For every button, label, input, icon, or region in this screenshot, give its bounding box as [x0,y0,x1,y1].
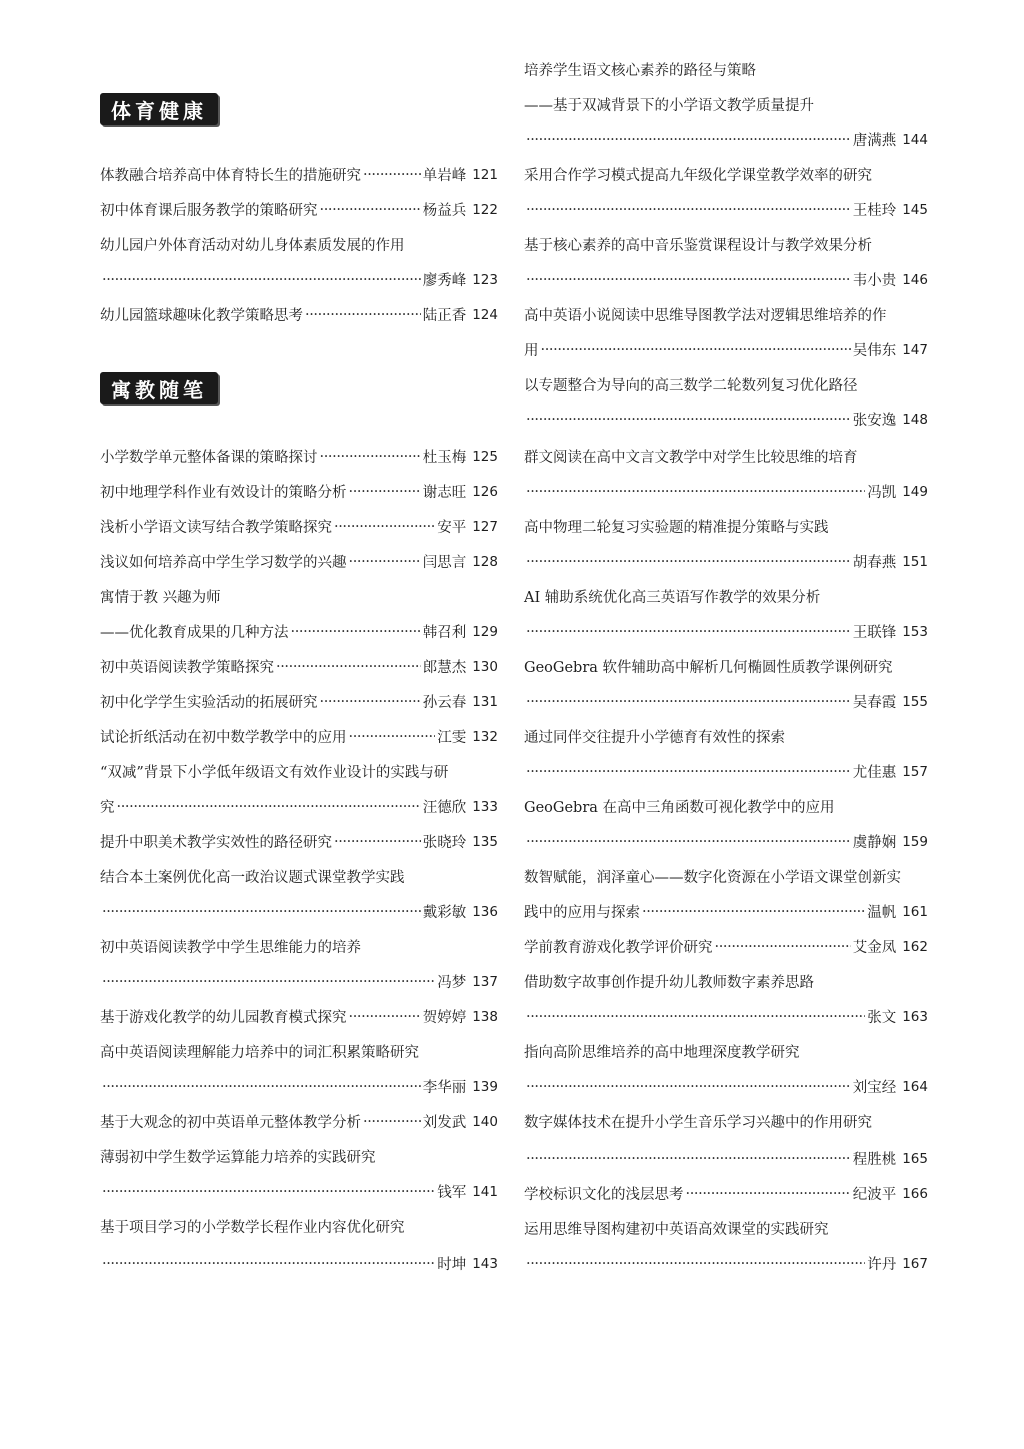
entry-author: 郎慧杰 [422,660,467,676]
entry-page: 161 [902,903,928,920]
toc-entry[interactable] [524,1141,928,1176]
entry-page: 131 [472,693,498,710]
entry-title: 采用合作学习模式提高九年级化学课堂教学效率的研究 [524,168,872,184]
entry-title: 提升中职美术教学实效性的路径研究 [100,835,332,851]
entry-author: 许丹 [867,1257,897,1273]
toc-entry[interactable] [524,614,928,649]
entry-title: 幼儿园篮球趣味化教学策略思考 [100,308,303,324]
entry-author: 冯梦 [437,975,467,991]
entry-page: 153 [902,623,928,640]
entry-author: 江雯 [437,730,467,746]
entry-title: AI 辅助系统优化高三英语写作教学的效果分析 [524,590,821,606]
toc-entry-title-line[interactable] [100,1034,498,1069]
entry-author: 吴春霞 [852,695,897,711]
toc-entry[interactable] [100,894,498,929]
entry-page: 141 [472,1183,498,1200]
entry-title: 高中英语阅读理解能力培养中的词汇积累策略研究 [100,1045,419,1061]
entry-page: 146 [902,271,928,288]
leader-dots [349,484,421,500]
toc-entry[interactable] [100,1246,498,1281]
toc-entry-title-line[interactable] [524,52,928,87]
leader-dots [642,904,865,920]
leader-dots [541,342,851,358]
entry-page: 163 [902,1008,928,1025]
entry-page: 164 [902,1078,928,1095]
toc-entry[interactable] [100,544,498,579]
toc-entry-title-line[interactable] [524,227,928,262]
entry-author: 尤佳惠 [852,765,897,781]
leader-dots [526,272,851,288]
entry-author: 陆正香 [422,308,467,324]
entry-page: 165 [902,1150,928,1167]
entry-title: 数智赋能，润泽童心——数字化资源在小学语文课堂创新实 [524,870,901,886]
entry-page: 143 [472,1255,498,1272]
entry-title: 薄弱初中学生数学运算能力培养的实践研究 [100,1150,376,1166]
toc-entry-title-line[interactable] [100,754,498,789]
leader-dots [526,412,851,428]
entry-page: 166 [902,1185,928,1202]
toc-entry[interactable] [524,1246,928,1281]
entry-page: 128 [472,553,498,570]
leader-dots [102,904,421,920]
entry-page: 139 [472,1078,498,1095]
leader-dots [320,694,421,710]
toc-entry-title-line[interactable] [100,1139,498,1174]
entry-page: 126 [472,483,498,500]
leader-dots [686,1186,851,1202]
toc-entry-title-line[interactable] [524,509,928,544]
entry-author: 张文 [867,1010,897,1026]
entry-page: 129 [472,623,498,640]
toc-entry[interactable] [524,544,928,579]
entry-author: 韩召利 [422,625,467,641]
entry-title: 基于核心素养的高中音乐鉴赏课程设计与教学效果分析 [524,238,872,254]
entry-title: 指向高阶思维培养的高中地理深度教学研究 [524,1045,800,1061]
leader-dots [526,554,851,570]
leader-dots [526,1256,865,1272]
toc-entry[interactable] [524,1069,928,1104]
leader-dots [526,834,851,850]
entry-title: 基于项目学习的小学数学长程作业内容优化研究 [100,1220,405,1236]
leader-dots [526,1009,865,1025]
toc-entry-title-line[interactable] [524,1211,928,1246]
leader-dots [334,519,435,535]
entry-author: 虞静娴 [852,835,897,851]
leader-dots [334,834,421,850]
leader-dots [526,202,851,218]
entry-page: 149 [902,483,928,500]
toc-entry[interactable] [524,122,928,157]
entry-title: 小学数学单元整体备课的策略探讨 [100,450,318,466]
entry-title: 以专题整合为导向的高三数学二轮数列复习优化路径 [524,378,858,394]
entry-page: 124 [472,306,498,323]
toc-entry[interactable] [100,824,498,859]
toc-entry-title-line[interactable] [100,929,498,964]
toc-entry-title-line[interactable] [100,859,498,894]
entry-title-cont: 究 [100,800,115,816]
toc-entry-title-line[interactable] [524,297,928,332]
leader-dots [349,729,436,745]
entry-title: 幼儿园户外体育活动对幼儿身体素质发展的作用 [100,238,405,254]
entry-page: 145 [902,201,928,218]
leader-dots [102,1256,435,1272]
leader-dots [102,1184,435,1200]
leader-dots [276,659,421,675]
entry-page: 122 [472,201,498,218]
entry-author: 王桂玲 [852,203,897,219]
leader-dots [526,484,865,500]
toc-entry[interactable] [100,789,498,824]
toc-entry[interactable] [524,332,928,367]
toc-entry[interactable] [100,964,498,999]
entry-page: 133 [472,798,498,815]
entry-page: 167 [902,1255,928,1272]
entry-title: 群文阅读在高中文言文教学中对学生比较思维的培育 [524,450,858,466]
toc-entry[interactable] [100,509,498,544]
toc-entry[interactable] [100,297,498,332]
entry-title: 体教融合培养高中体育特长生的措施研究 [100,168,361,184]
entry-page: 136 [472,903,498,920]
entry-page: 125 [472,448,498,465]
toc-entry[interactable] [524,824,928,859]
leader-dots [349,554,421,570]
entry-title: 初中英语阅读教学策略探究 [100,660,274,676]
toc-entry-title-line[interactable] [100,227,498,262]
entry-page: 162 [902,938,928,955]
entry-title: 试论折纸活动在初中数学教学中的应用 [100,730,347,746]
entry-title: 浅析小学语文读写结合教学策略探究 [100,520,332,536]
entry-page: 121 [472,166,498,183]
toc-entry[interactable] [524,192,928,227]
toc-entry[interactable] [100,1069,498,1104]
entry-page: 148 [902,411,928,428]
entry-title: 培养学生语文核心素养的路径与策略 [524,63,756,79]
entry-title: 结合本土案例优化高一政治议题式课堂教学实践 [100,870,405,886]
entry-title: 初中体育课后服务教学的策略研究 [100,203,318,219]
toc-entry-title-line[interactable] [100,579,498,614]
entry-subtitle: ——基于双减背景下的小学语文教学质量提升 [524,98,814,114]
toc-entry[interactable] [100,1174,498,1209]
toc-entry-title-line[interactable] [524,157,928,192]
toc-entry-title-line[interactable] [100,1209,498,1244]
entry-page: 144 [902,131,928,148]
entry-page: 132 [472,728,498,745]
entry-author: 张安逸 [852,413,897,429]
entry-author: 刘发武 [422,1115,467,1131]
toc-entry[interactable] [524,402,928,437]
leader-dots [305,307,421,323]
leader-dots [102,1079,421,1095]
leader-dots [526,1151,851,1167]
entry-page: 140 [472,1113,498,1130]
leader-dots [363,167,421,183]
leader-dots [526,624,851,640]
entry-author: 唐满燕 [852,133,897,149]
toc-entry-title-line[interactable] [524,859,928,894]
toc-entry[interactable] [100,192,498,227]
leader-dots [715,939,851,955]
entry-author: 杜玉梅 [422,450,467,466]
toc-entry[interactable] [100,474,498,509]
toc-entry[interactable] [100,262,498,297]
entry-subtitle: ——优化教育成果的几种方法 [100,625,289,641]
section-banner-sports: 体育健康 [100,93,218,125]
toc-entry[interactable] [100,614,498,649]
entry-author: 闫思言 [422,555,467,571]
entry-title: 学前教育游戏化教学评价研究 [524,940,713,956]
toc-entry-title-line[interactable] [524,87,928,122]
entry-author: 艾金凤 [852,940,897,956]
entry-page: 155 [902,693,928,710]
entry-author: 张晓玲 [422,835,467,851]
entry-author: 王联锋 [852,625,897,641]
entry-title: 通过同伴交往提升小学德育有效性的探索 [524,730,785,746]
section-banner-essays: 寓教随笔 [100,372,218,404]
entry-title: 浅议如何培养高中学生学习数学的兴趣 [100,555,347,571]
toc-entry[interactable] [100,684,498,719]
entry-author: 李华丽 [422,1080,467,1096]
leader-dots [291,624,421,640]
toc-entry-title-line[interactable] [524,1104,928,1139]
toc-entry-title-line[interactable] [524,719,928,754]
entry-page: 147 [902,341,928,358]
entry-author: 刘宝经 [852,1080,897,1096]
toc-entry-title-line[interactable] [524,649,928,684]
entry-title: 基于大观念的初中英语单元整体教学分析 [100,1115,361,1131]
leader-dots [117,799,421,815]
entry-title-cont: 践中的应用与探索 [524,905,640,921]
entry-author: 孙云春 [422,695,467,711]
entry-page: 151 [902,553,928,570]
toc-entry[interactable] [100,649,498,684]
leader-dots [526,694,851,710]
entry-author: 纪波平 [852,1187,897,1203]
entry-title: GeoGebra 在高中三角函数可视化教学中的应用 [524,800,835,816]
toc-entry-title-line[interactable] [524,1034,928,1069]
toc-entry[interactable] [100,719,498,754]
leader-dots [349,1009,421,1025]
entry-author: 时坤 [437,1257,467,1273]
toc-entry[interactable] [524,1176,928,1211]
entry-author: 贺婷婷 [422,1010,467,1026]
entry-page: 157 [902,763,928,780]
entry-author: 单岩峰 [422,168,467,184]
entry-author: 冯凯 [867,485,897,501]
entry-title: GeoGebra 软件辅助高中解析几何椭圆性质教学课例研究 [524,660,893,676]
toc-entry[interactable] [524,754,928,789]
toc-entry[interactable] [524,474,928,509]
entry-title: 初中英语阅读教学中学生思维能力的培养 [100,940,361,956]
entry-page: 137 [472,973,498,990]
leader-dots [526,1079,851,1095]
toc-entry[interactable] [524,894,928,929]
toc-entry[interactable] [100,439,498,474]
entry-author: 韦小贵 [852,273,897,289]
entry-title: 借助数字故事创作提升幼儿教师数字素养思路 [524,975,814,991]
entry-title: 高中物理二轮复习实验题的精准提分策略与实践 [524,520,829,536]
entry-page: 138 [472,1008,498,1025]
toc-entry-title-line[interactable] [524,439,928,474]
toc-entry-title-line[interactable] [524,789,928,824]
entry-author: 温帆 [867,905,897,921]
entry-page: 123 [472,271,498,288]
entry-title: 学校标识文化的浅层思考 [524,1187,684,1203]
toc-entry[interactable] [100,157,498,192]
leader-dots [320,449,421,465]
toc-entry[interactable] [524,929,928,964]
entry-title: 运用思维导图构建初中英语高效课堂的实践研究 [524,1222,829,1238]
toc-entry[interactable] [524,262,928,297]
toc-entry[interactable] [524,999,928,1034]
toc-entry[interactable] [100,1104,498,1139]
leader-dots [526,764,851,780]
entry-title-cont: 用 [524,343,539,359]
entry-author: 汪德欣 [422,800,467,816]
toc-entry-title-line[interactable] [524,964,928,999]
entry-page: 159 [902,833,928,850]
entry-title: 初中地理学科作业有效设计的策略分析 [100,485,347,501]
toc-entry-title-line[interactable] [524,367,928,402]
entry-author: 程胜桃 [852,1152,897,1168]
leader-dots [526,132,851,148]
entry-author: 戴彩敏 [422,905,467,921]
entry-title: 数字媒体技术在提升小学生音乐学习兴趣中的作用研究 [524,1115,872,1131]
entry-author: 安平 [437,520,467,536]
entry-author: 吴伟东 [852,343,897,359]
toc-entry[interactable] [100,999,498,1034]
leader-dots [102,974,435,990]
entry-page: 135 [472,833,498,850]
entry-title: “双减”背景下小学低年级语文有效作业设计的实践与研 [100,765,449,781]
entry-title: 寓情于教 兴趣为师 [100,590,221,606]
entry-title: 初中化学学生实验活动的拓展研究 [100,695,318,711]
entry-author: 胡春燕 [852,555,897,571]
entry-author: 钱军 [437,1185,467,1201]
entry-title: 基于游戏化教学的幼儿园教育模式探究 [100,1010,347,1026]
toc-entry[interactable] [524,684,928,719]
entry-author: 廖秀峰 [422,273,467,289]
toc-entry-title-line[interactable] [524,579,928,614]
leader-dots [320,202,421,218]
entry-title: 高中英语小说阅读中思维导图教学法对逻辑思维培养的作 [524,308,887,324]
entry-page: 130 [472,658,498,675]
entry-author: 谢志旺 [422,485,467,501]
entry-author: 杨益兵 [422,203,467,219]
leader-dots [102,272,421,288]
entry-page: 127 [472,518,498,535]
leader-dots [363,1114,421,1130]
